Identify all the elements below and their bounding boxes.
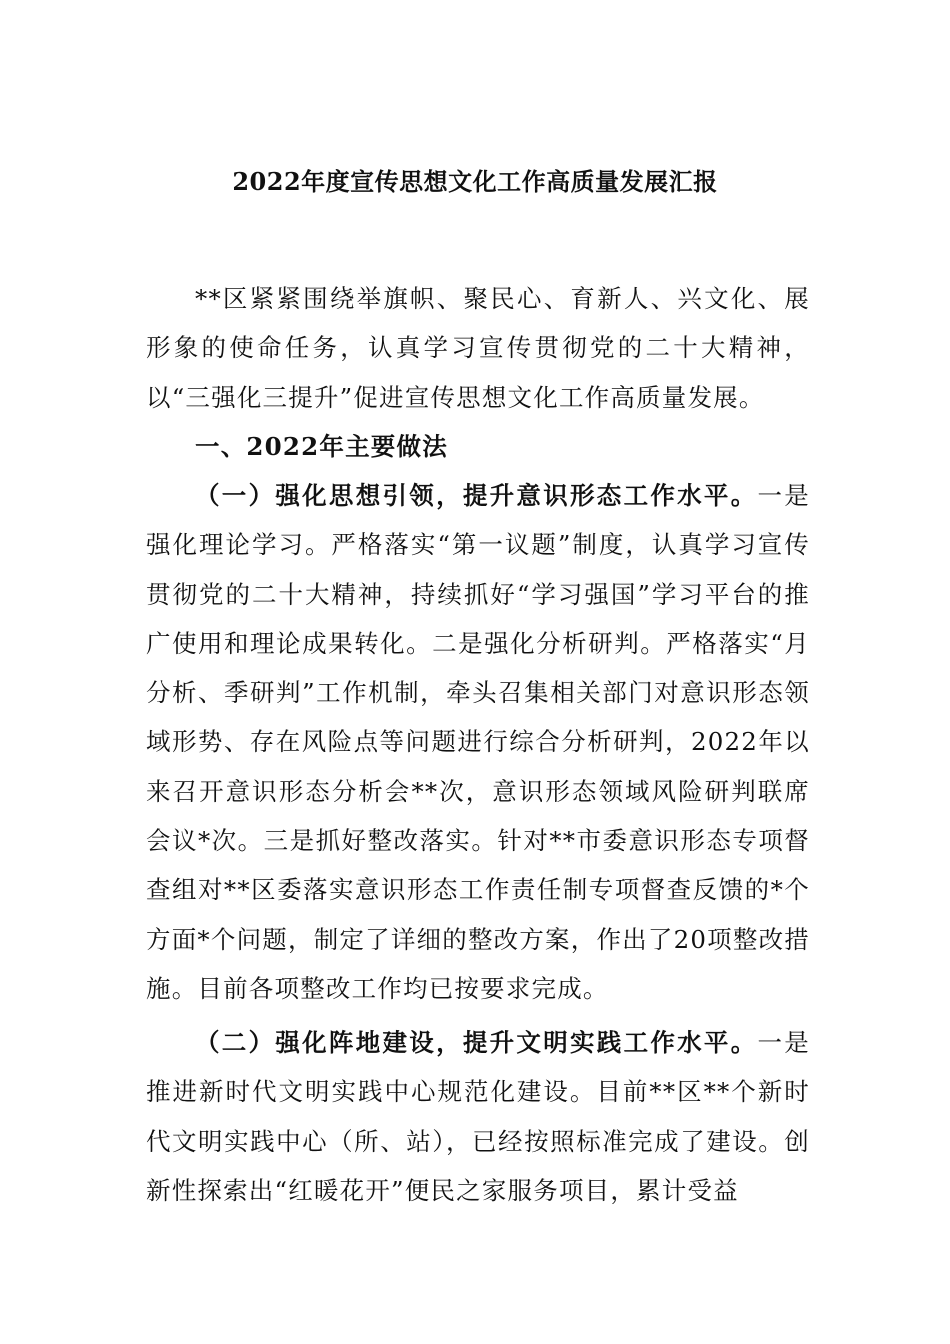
paragraph-lead: （二）强化阵地建设，提升文明实践工作水平。 bbox=[195, 1028, 758, 1057]
document-title: 2022年度宣传思想文化工作高质量发展汇报 bbox=[232, 167, 718, 196]
intro-paragraph: **区紧紧围绕举旗帜、聚民心、育新人、兴文化、展形象的使命任务，认真学习宣传贯彻党的二十大精神，以“三强化三提升”促进宣传思想文化工作高质量发展。 bbox=[146, 284, 810, 412]
paragraph-body: 一是推进新时代文明实践中心规范化建设。目前**区**个新时代文明实践中心（所、站），已经按照标准完成了建设。创新性探索出“红暖花开”便民之家服务项目，累计受益 bbox=[146, 1028, 811, 1205]
section-heading: 一、2022年主要做法 bbox=[195, 432, 448, 461]
paragraph-lead: （一）强化思想引领，提升意识形态工作水平。 bbox=[195, 481, 758, 510]
paragraph-item-1 bbox=[146, 471, 810, 1013]
paragraph-body: 一是强化理论学习。严格落实“第一议题”制度，认真学习宣传贯彻党的二十大精神，持续抓好“学习强国”学习平台的推广使用和理论成果转化。二是强化分析研判。严格落实“月分析、季研判”工作机制，牵头召集相关部门对意识形态领域形势、存在风险点等问题进行综合分析研判，2022年以来召开意识形态分析会**次，意识形态领域风险研判联席会议*次。三是抓好整改落实。针对**市委意识形态专项督查组对**区委落实意识形态工作责任制专项督查反馈的*个方面*个问题，制定了详细的整改方案，作出了20项整改措施。目前各项整改工作均已按要求完成。 bbox=[146, 481, 811, 1003]
paragraph-item-2 bbox=[146, 1018, 810, 1215]
